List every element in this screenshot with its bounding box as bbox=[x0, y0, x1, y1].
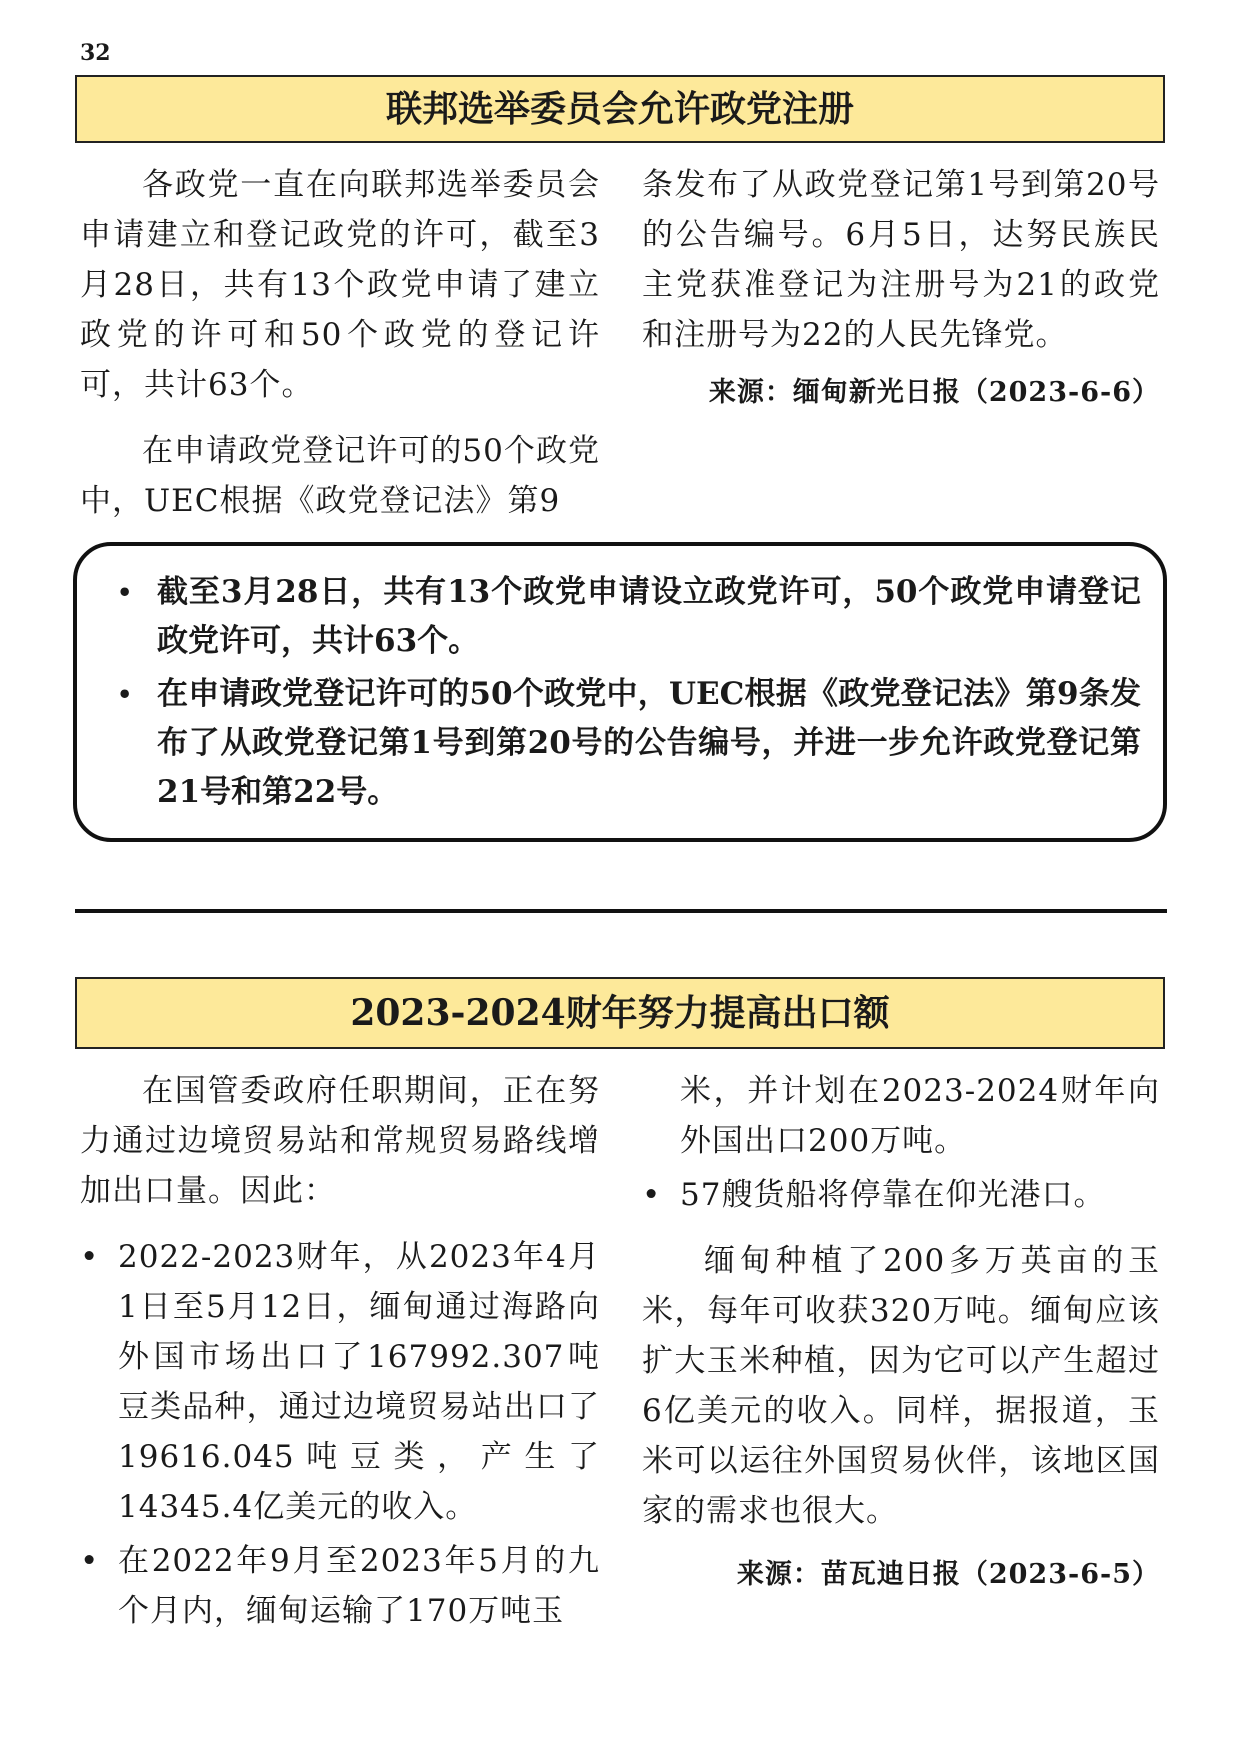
paragraph: 在国管委政府任职期间，正在努力通过边境贸易站和常规贸易路线增加出口量。因此： bbox=[80, 1073, 600, 1209]
paragraph: 条发布了从政党登记第1号到第20号的公告编号。6月5日，达努民族民主党获准登记为注册号为21的政党和注册号为22的人民先锋党。 bbox=[642, 167, 1160, 353]
summary-item: • 在申请政党登记许可的50个政党中，UEC根据《政党登记法》第9条发布了从政党登记第1号到第20号的公告编号，并进一步允许政党登记第21号和第22号。 bbox=[99, 670, 1141, 817]
source-citation: 来源：缅甸新光日报（2023-6-6） bbox=[708, 377, 1160, 408]
source-citation: 来源：苗瓦迪日报（2023-6-5） bbox=[736, 1559, 1160, 1590]
paragraph: 各政党一直在向联邦选举委员会申请建立和登记政党的许可，截至3月28日，共有13个政党申请了建立政党的许可和50个政党的登记许可，共计63个。 bbox=[80, 167, 600, 403]
list-item: • 2022-2023财年，从2023年4月1日至5月12日，缅甸通过海路向外国市场出口了167992.307吨豆类品种，通过边境贸易站出口了19616.045吨豆类，产生了14345.4亿美元的收入。 bbox=[80, 1232, 600, 1532]
summary-item: • 截至3月28日，共有13个政党申请设立政党许可，50个政党申请登记政党许可，共计63个。 bbox=[99, 568, 1141, 666]
summary-box bbox=[73, 542, 1167, 842]
section-divider bbox=[75, 909, 1167, 913]
page-number: 32 bbox=[80, 40, 111, 66]
article-title: 联邦选举委员会允许政党注册 bbox=[75, 75, 1165, 143]
list-item: • 57艘货船将停靠在仰光港口。 bbox=[642, 1170, 1160, 1220]
article-title: 2023-2024财年努力提高出口额 bbox=[75, 977, 1165, 1049]
article-column-left bbox=[80, 1066, 600, 1640]
article-column-right bbox=[642, 1066, 1160, 1600]
paragraph: 缅甸种植了200多万英亩的玉米，每年可收获320万吨。缅甸应该扩大玉米种植，因为它可以产生超过6亿美元的收入。同样，据报道，玉米可以运往外国贸易伙伴，该地区国家的需求也很大。 bbox=[642, 1243, 1160, 1529]
list-item: • 在2022年9月至2023年5月的九个月内，缅甸运输了170万吨玉 bbox=[80, 1536, 600, 1636]
article-column-left bbox=[80, 160, 600, 526]
list-item-continuation: 米，并计划在2023-2024财年向外国出口200万吨。 bbox=[680, 1073, 1160, 1159]
paragraph: 在申请政党登记许可的50个政党中，UEC根据《政党登记法》第9 bbox=[80, 433, 600, 519]
article-column-right bbox=[642, 160, 1160, 418]
